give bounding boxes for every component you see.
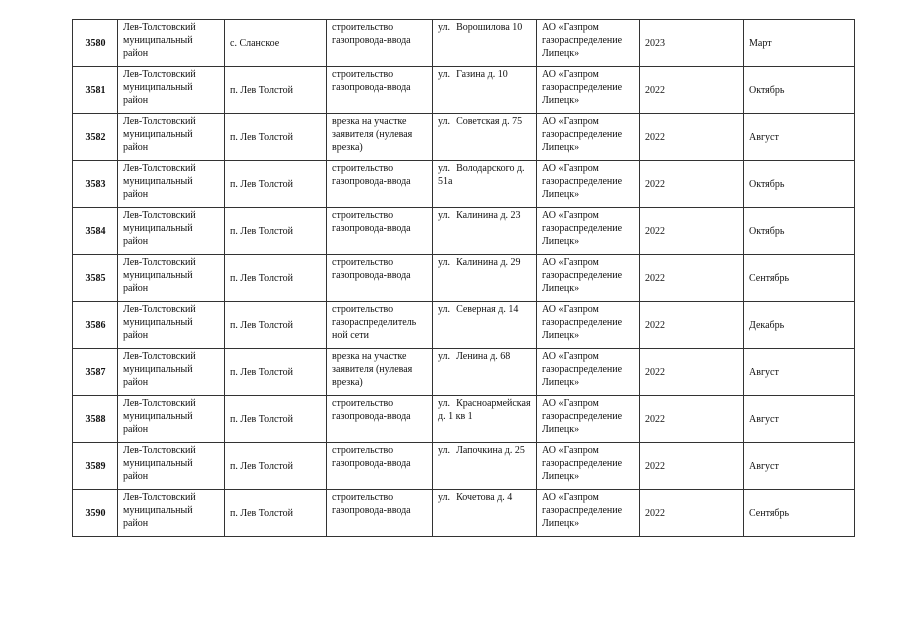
- work-type-cell: строительство газораспределитель ной сети: [327, 302, 433, 349]
- settlement-cell: п. Лев Толстой: [225, 208, 327, 255]
- settlement-cell: п. Лев Толстой: [225, 490, 327, 537]
- district-cell: Лев-Толстовский муниципальный район: [118, 161, 225, 208]
- month-cell: Октябрь: [744, 208, 855, 255]
- organization-cell: АО «Газпром газораспределение Липецк»: [537, 396, 640, 443]
- work-type-cell: строительство газопровода-ввода: [327, 443, 433, 490]
- district-cell: Лев-Толстовский муниципальный район: [118, 490, 225, 537]
- record-number-cell: 3588: [73, 396, 118, 443]
- work-type-cell: врезка на участке заявителя (нулевая врезка): [327, 114, 433, 161]
- organization-cell: АО «Газпром газораспределение Липецк»: [537, 114, 640, 161]
- address-cell: [433, 396, 537, 443]
- address-cell: [433, 20, 537, 67]
- district-cell: Лев-Толстовский муниципальный район: [118, 67, 225, 114]
- year-cell: 2022: [640, 161, 744, 208]
- month-cell: Сентябрь: [744, 255, 855, 302]
- address-cell: [433, 255, 537, 302]
- address-cell: [433, 114, 537, 161]
- address-value: Лапочкина д. 25: [456, 445, 525, 456]
- table-row: [73, 161, 855, 208]
- year-cell: 2022: [640, 114, 744, 161]
- work-type-cell: строительство газопровода-ввода: [327, 161, 433, 208]
- month-cell: Март: [744, 20, 855, 67]
- table-row: [73, 302, 855, 349]
- settlement-cell: п. Лев Толстой: [225, 255, 327, 302]
- district-cell: Лев-Толстовский муниципальный район: [118, 255, 225, 302]
- address-value: Кочетова д. 4: [456, 492, 513, 503]
- year-cell: 2022: [640, 396, 744, 443]
- address-prefix: ул.: [438, 210, 451, 221]
- address-cell: [433, 443, 537, 490]
- address-value: Калинина д. 29: [456, 257, 521, 268]
- month-cell: Октябрь: [744, 161, 855, 208]
- work-type-cell: строительство газопровода-ввода: [327, 67, 433, 114]
- year-cell: 2022: [640, 208, 744, 255]
- organization-cell: АО «Газпром газораспределение Липецк»: [537, 67, 640, 114]
- settlement-cell: п. Лев Толстой: [225, 114, 327, 161]
- address-prefix: ул.: [438, 257, 451, 268]
- record-number-cell: 3580: [73, 20, 118, 67]
- district-cell: Лев-Толстовский муниципальный район: [118, 20, 225, 67]
- work-type-cell: строительство газопровода-ввода: [327, 396, 433, 443]
- year-cell: 2022: [640, 302, 744, 349]
- settlement-cell: п. Лев Толстой: [225, 67, 327, 114]
- organization-cell: АО «Газпром газораспределение Липецк»: [537, 349, 640, 396]
- table-row: [73, 349, 855, 396]
- organization-cell: АО «Газпром газораспределение Липецк»: [537, 302, 640, 349]
- year-cell: 2022: [640, 490, 744, 537]
- address-cell: [433, 161, 537, 208]
- settlement-cell: п. Лев Толстой: [225, 396, 327, 443]
- district-cell: Лев-Толстовский муниципальный район: [118, 114, 225, 161]
- work-type-cell: строительство газопровода-ввода: [327, 20, 433, 67]
- settlement-cell: п. Лев Толстой: [225, 349, 327, 396]
- table-row: [73, 490, 855, 537]
- year-cell: 2022: [640, 255, 744, 302]
- organization-cell: АО «Газпром газораспределение Липецк»: [537, 208, 640, 255]
- work-type-cell: врезка на участке заявителя (нулевая врезка): [327, 349, 433, 396]
- registry-body: [73, 20, 855, 537]
- month-cell: Август: [744, 114, 855, 161]
- address-cell: [433, 302, 537, 349]
- record-number-cell: 3585: [73, 255, 118, 302]
- year-cell: 2022: [640, 349, 744, 396]
- address-cell: [433, 490, 537, 537]
- month-cell: Август: [744, 396, 855, 443]
- record-number-cell: 3586: [73, 302, 118, 349]
- table-row: [73, 255, 855, 302]
- work-type-cell: строительство газопровода-ввода: [327, 208, 433, 255]
- table-row: [73, 114, 855, 161]
- address-value: Советская д. 75: [456, 116, 523, 127]
- table-row: [73, 20, 855, 67]
- year-cell: 2023: [640, 20, 744, 67]
- address-value: Ворошилова 10: [456, 22, 523, 33]
- record-number-cell: 3590: [73, 490, 118, 537]
- settlement-cell: п. Лев Толстой: [225, 443, 327, 490]
- organization-cell: АО «Газпром газораспределение Липецк»: [537, 255, 640, 302]
- address-prefix: ул.: [438, 351, 451, 362]
- record-number-cell: 3583: [73, 161, 118, 208]
- address-value: Красноармейская д. 1 кв 1: [438, 398, 531, 422]
- address-value: Газина д. 10: [456, 69, 508, 80]
- record-number-cell: 3582: [73, 114, 118, 161]
- address-cell: [433, 67, 537, 114]
- organization-cell: АО «Газпром газораспределение Липецк»: [537, 161, 640, 208]
- year-cell: 2022: [640, 443, 744, 490]
- settlement-cell: п. Лев Толстой: [225, 161, 327, 208]
- address-prefix: ул.: [438, 304, 451, 315]
- year-cell: 2022: [640, 67, 744, 114]
- district-cell: Лев-Толстовский муниципальный район: [118, 443, 225, 490]
- table-row: [73, 396, 855, 443]
- organization-cell: АО «Газпром газораспределение Липецк»: [537, 443, 640, 490]
- address-cell: [433, 349, 537, 396]
- record-number-cell: 3581: [73, 67, 118, 114]
- table-row: [73, 208, 855, 255]
- work-type-cell: строительство газопровода-ввода: [327, 490, 433, 537]
- month-cell: Декабрь: [744, 302, 855, 349]
- settlement-cell: п. Лев Толстой: [225, 302, 327, 349]
- address-prefix: ул.: [438, 398, 451, 409]
- address-cell: [433, 208, 537, 255]
- address-prefix: ул.: [438, 116, 451, 127]
- address-prefix: ул.: [438, 492, 451, 503]
- registry-table: [72, 19, 855, 537]
- organization-cell: АО «Газпром газораспределение Липецк»: [537, 490, 640, 537]
- district-cell: Лев-Толстовский муниципальный район: [118, 302, 225, 349]
- settlement-cell: с. Сланское: [225, 20, 327, 67]
- address-prefix: ул.: [438, 445, 451, 456]
- record-number-cell: 3587: [73, 349, 118, 396]
- address-value: Северная д. 14: [456, 304, 519, 315]
- address-prefix: ул.: [438, 69, 451, 80]
- organization-cell: АО «Газпром газораспределение Липецк»: [537, 20, 640, 67]
- month-cell: Сентябрь: [744, 490, 855, 537]
- district-cell: Лев-Толстовский муниципальный район: [118, 396, 225, 443]
- work-type-cell: строительство газопровода-ввода: [327, 255, 433, 302]
- address-prefix: ул.: [438, 163, 451, 174]
- month-cell: Октябрь: [744, 67, 855, 114]
- month-cell: Август: [744, 443, 855, 490]
- address-value: Ленина д. 68: [456, 351, 511, 362]
- record-number-cell: 3589: [73, 443, 118, 490]
- record-number-cell: 3584: [73, 208, 118, 255]
- district-cell: Лев-Толстовский муниципальный район: [118, 208, 225, 255]
- district-cell: Лев-Толстовский муниципальный район: [118, 349, 225, 396]
- address-prefix: ул.: [438, 22, 451, 33]
- address-value: Володарского д. 51а: [438, 163, 525, 187]
- month-cell: Август: [744, 349, 855, 396]
- table-row: [73, 67, 855, 114]
- table-row: [73, 443, 855, 490]
- address-value: Калинина д. 23: [456, 210, 521, 221]
